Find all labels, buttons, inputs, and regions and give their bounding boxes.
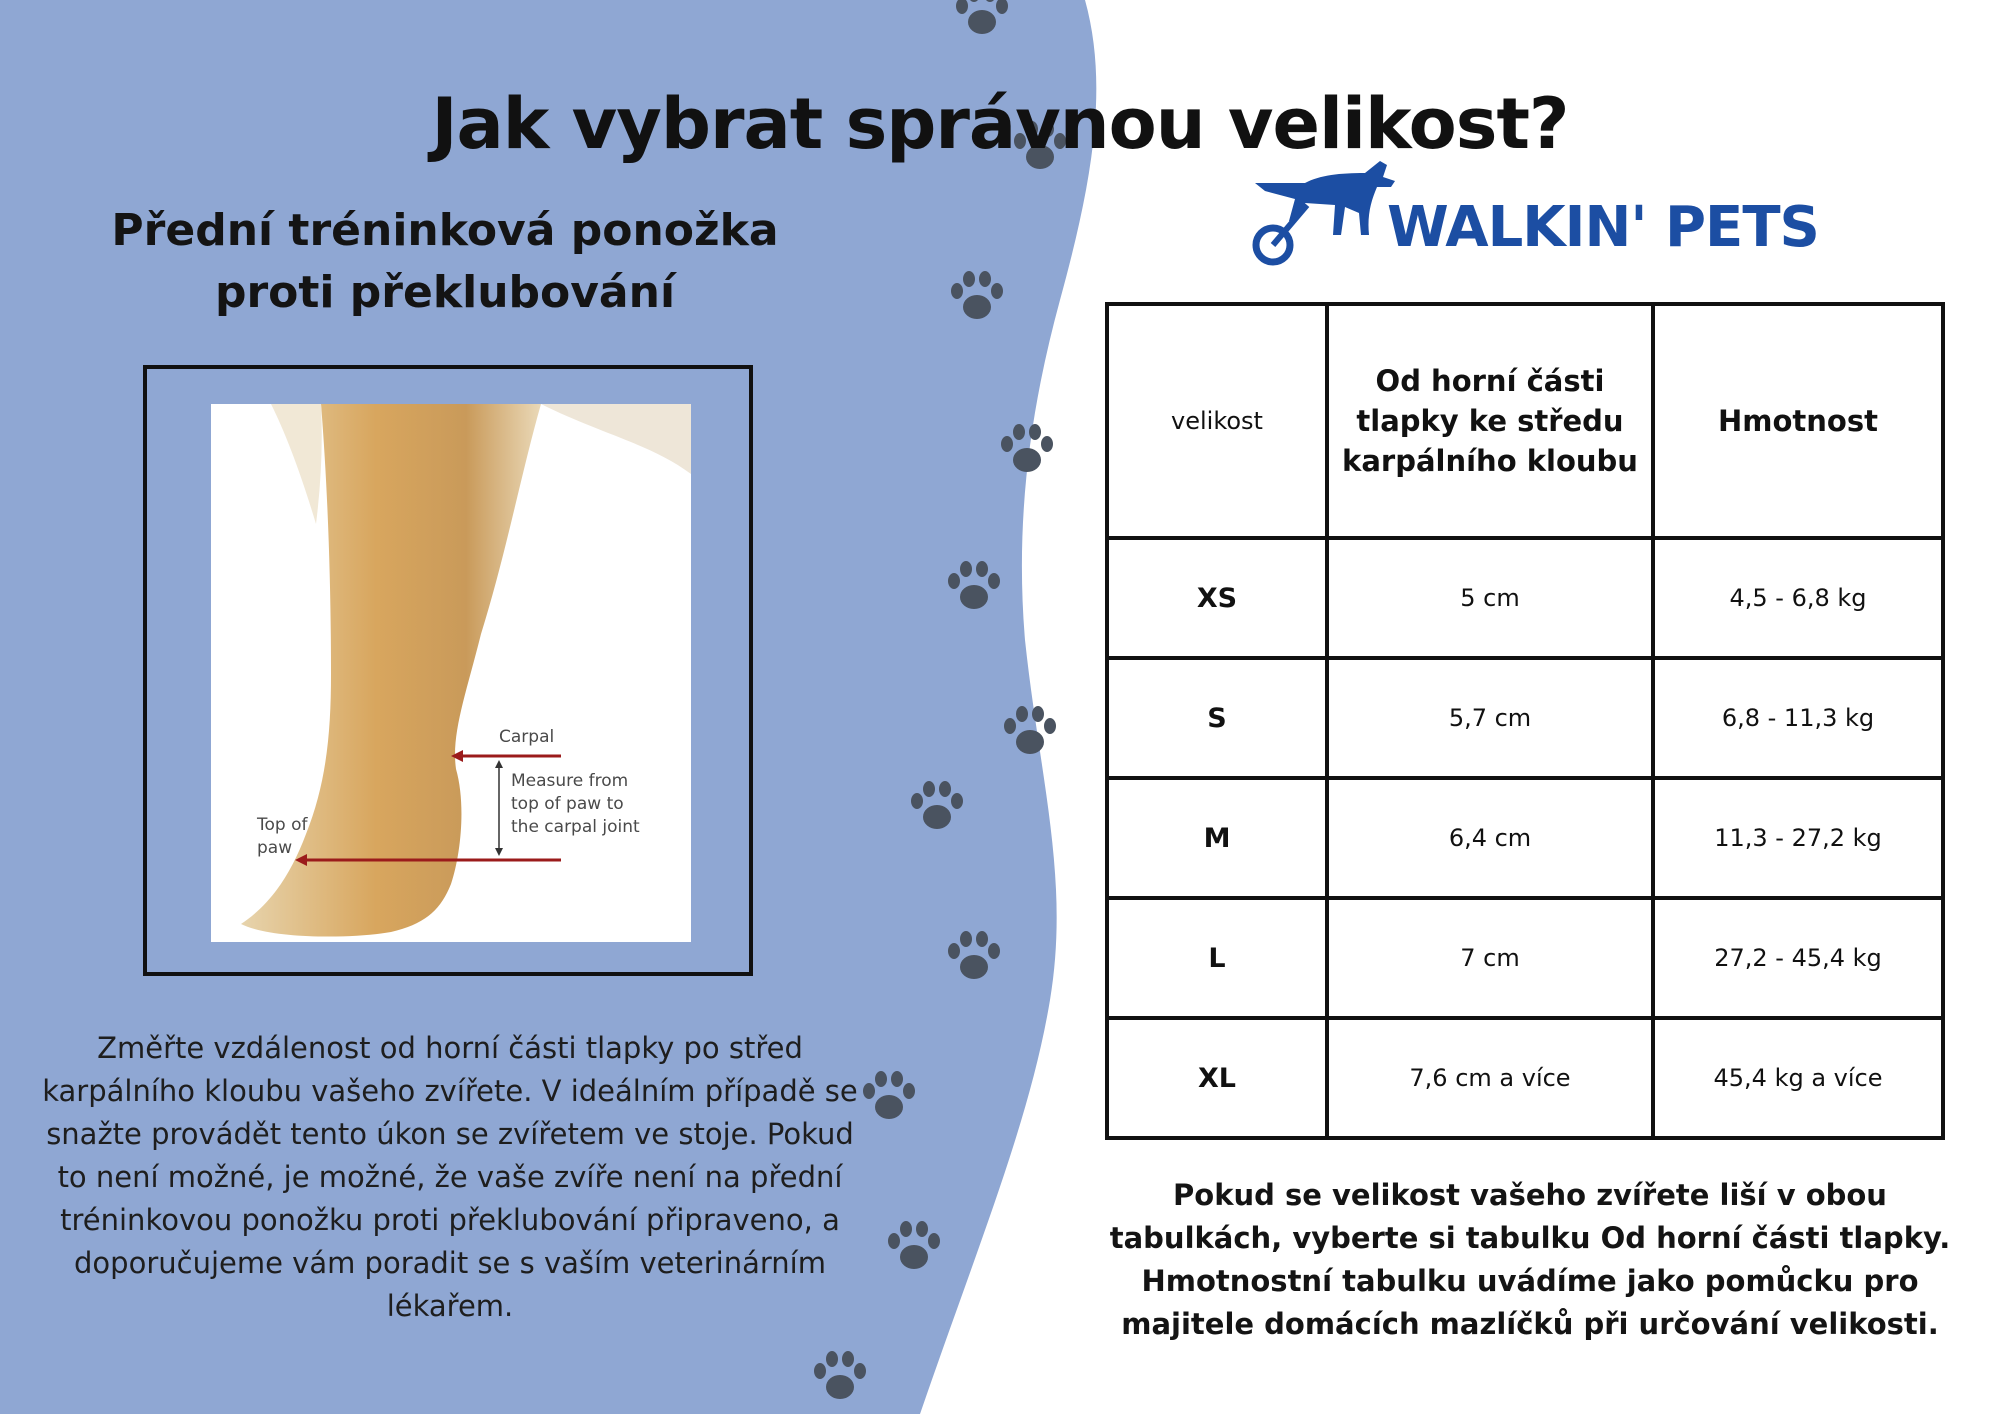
size-cell: S <box>1107 658 1327 778</box>
weight-cell: 45,4 kg a více <box>1653 1018 1943 1138</box>
paw-print-icon <box>998 700 1062 764</box>
length-cell: 7,6 cm a více <box>1327 1018 1653 1138</box>
carpal-label: Carpal <box>499 727 555 747</box>
table-header-row <box>1107 304 1943 538</box>
paw-print-icon <box>882 1215 946 1279</box>
measurement-arrows <box>211 404 691 942</box>
size-cell: XS <box>1107 538 1327 658</box>
table-row <box>1107 538 1943 658</box>
header-length: Od horní části tlapky ke středu karpálního kloubu <box>1327 304 1653 538</box>
size-table <box>1105 302 1945 1140</box>
table-row <box>1107 1018 1943 1138</box>
length-cell: 6,4 cm <box>1327 778 1653 898</box>
walkin-pets-logo <box>1245 155 1819 270</box>
length-cell: 5 cm <box>1327 538 1653 658</box>
paw-print-icon <box>950 0 1014 44</box>
length-cell: 5,7 cm <box>1327 658 1653 778</box>
page-title: Jak vybrat správnou velikost? <box>431 82 1569 165</box>
size-cell: XL <box>1107 1018 1327 1138</box>
dog-leg-measurement-image <box>211 404 691 942</box>
paw-print-icon <box>857 1065 921 1129</box>
weight-cell: 6,8 - 11,3 kg <box>1653 658 1943 778</box>
product-title-line-2: proti překlubování <box>214 267 676 318</box>
logo-text: WALKIN' PETS <box>1387 195 1819 260</box>
paw-print-icon <box>808 1345 872 1409</box>
weight-cell: 4,5 - 6,8 kg <box>1653 538 1943 658</box>
header-weight: Hmotnost <box>1653 304 1943 538</box>
paw-print-icon <box>905 775 969 839</box>
weight-cell: 27,2 - 45,4 kg <box>1653 898 1943 1018</box>
measure-from-label: Measure from top of paw to the carpal joint <box>511 771 640 837</box>
size-cell: L <box>1107 898 1327 1018</box>
product-title-line-1: Přední tréninková ponožka <box>111 205 779 256</box>
measurement-instructions: Změřte vzdálenost od horní části tlapky po střed karpálního kloubu vašeho zvířete. V ideálním případě se snažte provádět tento úkon se zvířetem ve stoje. Pokud to není možné, je možné, že vaše zvíře není na přední tréninkovou ponožku proti překlubování připraveno, a doporučujeme vám poradit se s vaším veterinárním lékařem. <box>42 1031 858 1323</box>
top-of-paw-label: Top of paw <box>257 815 308 858</box>
table-row <box>1107 658 1943 778</box>
table-row <box>1107 778 1943 898</box>
size-cell: M <box>1107 778 1327 898</box>
length-cell: 7 cm <box>1327 898 1653 1018</box>
paw-print-icon <box>945 265 1009 329</box>
paw-print-icon <box>942 555 1006 619</box>
header-size: velikost <box>1107 304 1327 538</box>
product-title <box>95 200 795 324</box>
table-row <box>1107 898 1943 1018</box>
paw-print-icon <box>942 925 1006 989</box>
paw-print-icon <box>995 418 1059 482</box>
size-selection-note: Pokud se velikost vašeho zvířete liší v obou tabulkách, vyberte si tabulku Od horní části tlapky. Hmotnostní tabulku uvádíme jako pomůcku pro majitele domácích mazlíčků při určování velikosti. <box>1109 1178 1951 1341</box>
measurement-image-frame <box>143 365 753 976</box>
weight-cell: 11,3 - 27,2 kg <box>1653 778 1943 898</box>
